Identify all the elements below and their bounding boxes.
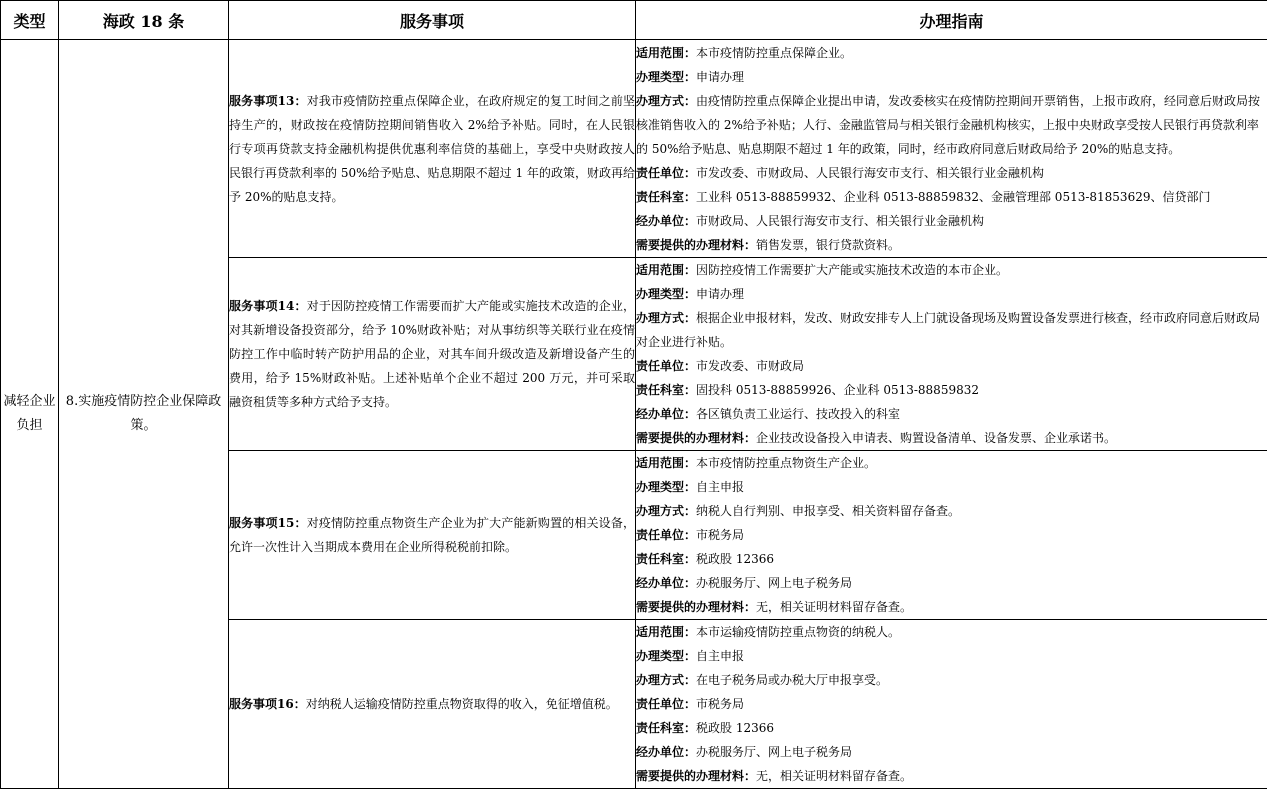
guide-line-scope: 适用范围：本市运输疫情防控重点物资的纳税人。 xyxy=(636,620,1267,644)
service-text: 对纳税人运输疫情防控重点物资取得的收入，免征增值税。 xyxy=(306,697,618,711)
guide-line-handler: 经办单位：市财政局、人民银行海安市支行、相关银行业金融机构 xyxy=(636,209,1267,233)
guide-line-unit: 责任单位：市税务局 xyxy=(636,692,1267,716)
guide-line-unit: 责任单位：市发改委、市财政局 xyxy=(636,354,1267,378)
table-header-row xyxy=(1,1,1267,40)
guide-line-office: 责任科室：税政股 12366 xyxy=(636,547,1267,571)
guide-line-type: 办理类型：自主申报 xyxy=(636,644,1267,668)
guide-cell xyxy=(636,258,1267,451)
guide-cell xyxy=(636,451,1267,620)
guide-line-materials: 需要提供的办理材料：企业技改设备投入申请表、购置设备清单、设备发票、企业承诺书。 xyxy=(636,426,1267,450)
guide-line-scope: 适用范围：本市疫情防控重点物资生产企业。 xyxy=(636,451,1267,475)
service-label: 服务事项16： xyxy=(229,697,306,711)
service-label: 服务事项15： xyxy=(229,516,307,530)
service-text: 对于因防控疫情工作需要而扩大产能或实施技术改造的企业，对其新增设备投资部分，给予 10%财政补贴；对从事纺织等关联行业在疫情防控工作中临时转产防护用品的企业，对其车间升级改造及新增设备产生的费用，给予 15%财政补贴。上述补贴单个企业不超过 200 万元，并可采取融资租赁等多种方式给予支持。 xyxy=(229,299,635,409)
service-label: 服务事项14： xyxy=(229,299,307,313)
header-guide: 办理指南 xyxy=(636,1,1267,40)
guide-line-office: 责任科室：工业科 0513-88859932、企业科 0513-88859832、金融管理部 0513-81853629、信贷部门 xyxy=(636,185,1267,209)
category-cell: 减轻企业负担 xyxy=(1,40,59,789)
header-service: 服务事项 xyxy=(229,1,636,40)
guide-cell xyxy=(636,620,1267,789)
service-cell xyxy=(229,40,636,258)
guide-line-type: 办理类型：自主申报 xyxy=(636,475,1267,499)
guide-line-type: 办理类型：申请办理 xyxy=(636,282,1267,306)
service-text: 对疫情防控重点物资生产企业为扩大产能新购置的相关设备，允许一次性计入当期成本费用在企业所得税税前扣除。 xyxy=(229,516,635,554)
guide-line-handler: 经办单位：办税服务厅、网上电子税务局 xyxy=(636,571,1267,595)
service-text: 对我市疫情防控重点保障企业，在政府规定的复工时间之前坚持生产的，财政按在疫情防控期间销售收入 2%给予补贴。同时，在人民银行专项再贷款支持金融机构提供优惠利率信贷的基础上，享受中央财政按人民银行再贷款利率的 50%给予贴息、贴息期限不超过 1 年的政策，财政再给予 20%的贴息支持。 xyxy=(229,94,635,204)
guide-line-materials: 需要提供的办理材料：无，相关证明材料留存备查。 xyxy=(636,764,1267,788)
service-label: 服务事项13： xyxy=(229,94,307,108)
guide-line-method: 办理方式：由疫情防控重点保障企业提出申请，发改委核实在疫情防控期间开票销售，上报市政府，经同意后财政局按核准销售收入的 2%给予补贴；人行、金融监管局与相关银行金融机构核实，上报中央财政享受按人民银行再贷款利率的 50%给予贴息、贴息期限不超过 1 年的政策，同时，经市政府同意后财政局给予 20%的贴息支持。 xyxy=(636,89,1267,161)
policy-item-cell: 8.实施疫情防控企业保障政策。 xyxy=(59,40,229,789)
guide-line-materials: 需要提供的办理材料：无，相关证明材料留存备查。 xyxy=(636,595,1267,619)
guide-line-method: 办理方式：在电子税务局或办税大厅申报享受。 xyxy=(636,668,1267,692)
guide-line-unit: 责任单位：市发改委、市财政局、人民银行海安市支行、相关银行业金融机构 xyxy=(636,161,1267,185)
guide-line-office: 责任科室：固投科 0513-88859926、企业科 0513-88859832 xyxy=(636,378,1267,402)
service-cell xyxy=(229,620,636,789)
guide-line-handler: 经办单位：各区镇负责工业运行、技改投入的科室 xyxy=(636,402,1267,426)
header-policy: 海政 18 条 xyxy=(59,1,229,40)
guide-line-materials: 需要提供的办理材料：销售发票，银行贷款资料。 xyxy=(636,233,1267,257)
guide-line-unit: 责任单位：市税务局 xyxy=(636,523,1267,547)
guide-line-method: 办理方式：纳税人自行判别、申报享受、相关资料留存备查。 xyxy=(636,499,1267,523)
guide-line-method: 办理方式：根据企业申报材料，发改、财政安排专人上门就设备现场及购置设备发票进行核查，经市政府同意后财政局对企业进行补贴。 xyxy=(636,306,1267,354)
guide-line-handler: 经办单位：办税服务厅、网上电子税务局 xyxy=(636,740,1267,764)
guide-line-type: 办理类型：申请办理 xyxy=(636,65,1267,89)
guide-line-office: 责任科室：税政股 12366 xyxy=(636,716,1267,740)
service-cell xyxy=(229,451,636,620)
guide-cell xyxy=(636,40,1267,258)
header-type: 类型 xyxy=(1,1,59,40)
service-cell xyxy=(229,258,636,451)
guide-line-scope: 适用范围：本市疫情防控重点保障企业。 xyxy=(636,41,1267,65)
guide-line-scope: 适用范围：因防控疫情工作需要扩大产能或实施技术改造的本市企业。 xyxy=(636,258,1267,282)
table-row xyxy=(1,40,1267,258)
